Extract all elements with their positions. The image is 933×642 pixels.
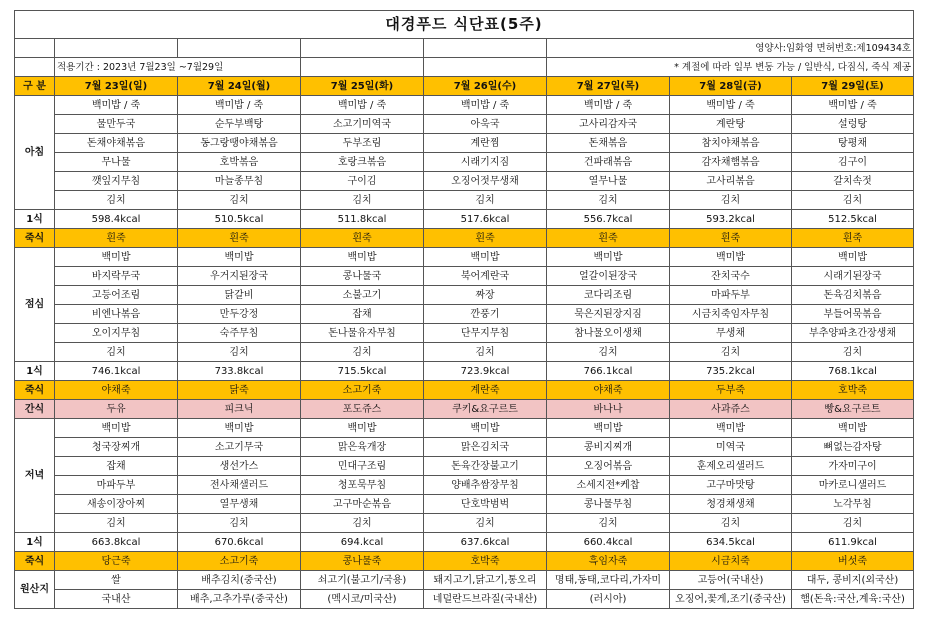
menu-cell: 양배추쌈장무침 bbox=[424, 476, 547, 495]
porridge-cell: 흰죽 bbox=[547, 229, 670, 248]
menu-cell: 콩비지찌개 bbox=[547, 438, 670, 457]
menu-cell: 고구마순볶음 bbox=[301, 495, 424, 514]
menu-cell: 설렁탕 bbox=[792, 115, 914, 134]
origin-label: 원산지 bbox=[15, 571, 55, 609]
snack-label: 간식 bbox=[15, 400, 55, 419]
menu-cell: 김치 bbox=[55, 191, 178, 210]
dinner-row bbox=[15, 495, 914, 514]
dinner-porridge-row bbox=[15, 552, 914, 571]
header-day: 7월 25일(화) bbox=[301, 77, 424, 96]
menu-cell: 호박볶음 bbox=[178, 153, 301, 172]
header-day: 7월 29일(토) bbox=[792, 77, 914, 96]
kcal-cell: 733.8kcal bbox=[178, 362, 301, 381]
menu-cell: 마파두부 bbox=[55, 476, 178, 495]
menu-cell: 고사리감자국 bbox=[547, 115, 670, 134]
lunch-porridge-row bbox=[15, 381, 914, 400]
menu-cell: 맑은김치국 bbox=[424, 438, 547, 457]
menu-cell: 무나물 bbox=[55, 153, 178, 172]
menu-cell: 김치 bbox=[55, 514, 178, 533]
menu-cell: 깐풍기 bbox=[424, 305, 547, 324]
lunch-kcal-row bbox=[15, 362, 914, 381]
origin-cell: 네덜란드브라질(국내산) bbox=[424, 590, 547, 609]
kcal-cell: 611.9kcal bbox=[792, 533, 914, 552]
origin-cell: 배추,고추가루(중국산) bbox=[178, 590, 301, 609]
dinner-kcal-row bbox=[15, 533, 914, 552]
menu-table bbox=[14, 10, 914, 609]
menu-cell: 백미밥 bbox=[55, 248, 178, 267]
kcal-label: 1식 bbox=[15, 362, 55, 381]
menu-cell: 참치야채볶음 bbox=[670, 134, 792, 153]
menu-cell: 백미밥 bbox=[670, 248, 792, 267]
kcal-cell: 510.5kcal bbox=[178, 210, 301, 229]
menu-cell: 노각무침 bbox=[792, 495, 914, 514]
menu-cell: 고구마맛탕 bbox=[670, 476, 792, 495]
nutritionist-info: 영양사:임화영 면허번호:제109434호 bbox=[547, 39, 914, 58]
menu-cell: 건파래볶음 bbox=[547, 153, 670, 172]
menu-cell: 소세지전*케찹 bbox=[547, 476, 670, 495]
menu-cell: 시금치죽임자무침 bbox=[670, 305, 792, 324]
menu-cell: 고등어조림 bbox=[55, 286, 178, 305]
porridge-cell: 흰죽 bbox=[424, 229, 547, 248]
kcal-cell: 556.7kcal bbox=[547, 210, 670, 229]
porridge-cell: 버섯죽 bbox=[792, 552, 914, 571]
menu-cell: 코다리조림 bbox=[547, 286, 670, 305]
menu-cell: 김치 bbox=[547, 191, 670, 210]
header-row bbox=[15, 77, 914, 96]
lunch-row bbox=[15, 248, 914, 267]
menu-cell: 아욱국 bbox=[424, 115, 547, 134]
menu-cell: 마카로니샐러드 bbox=[792, 476, 914, 495]
porridge-cell: 계란죽 bbox=[424, 381, 547, 400]
menu-cell: 북어계란국 bbox=[424, 267, 547, 286]
origin-cell: 햄(돈육:국산,계육:국산) bbox=[792, 590, 914, 609]
kcal-cell: 634.5kcal bbox=[670, 533, 792, 552]
menu-cell: 미역국 bbox=[670, 438, 792, 457]
porridge-label: 죽식 bbox=[15, 552, 55, 571]
porridge-cell: 야채죽 bbox=[547, 381, 670, 400]
kcal-cell: 517.6kcal bbox=[424, 210, 547, 229]
breakfast-porridge-row bbox=[15, 229, 914, 248]
menu-sheet bbox=[14, 10, 913, 609]
menu-cell: 백미밥 / 죽 bbox=[178, 96, 301, 115]
porridge-cell: 닭죽 bbox=[178, 381, 301, 400]
menu-cell: 김치 bbox=[424, 514, 547, 533]
menu-cell: 백미밥 / 죽 bbox=[547, 96, 670, 115]
menu-cell: 백미밥 / 죽 bbox=[670, 96, 792, 115]
dinner-row bbox=[15, 514, 914, 533]
kcal-cell: 670.6kcal bbox=[178, 533, 301, 552]
menu-cell: 김치 bbox=[178, 514, 301, 533]
kcal-label: 1식 bbox=[15, 533, 55, 552]
kcal-cell: 663.8kcal bbox=[55, 533, 178, 552]
origin-cell: 돼지고기,닭고기,통오리 bbox=[424, 571, 547, 590]
snack-cell: 포도쥬스 bbox=[301, 400, 424, 419]
menu-cell: 돈육간장불고기 bbox=[424, 457, 547, 476]
header-label: 구 분 bbox=[15, 77, 55, 96]
snack-cell: 사과쥬스 bbox=[670, 400, 792, 419]
menu-cell: 얼갈이된장국 bbox=[547, 267, 670, 286]
porridge-cell: 흰죽 bbox=[178, 229, 301, 248]
kcal-cell: 723.9kcal bbox=[424, 362, 547, 381]
menu-cell: 구이김 bbox=[301, 172, 424, 191]
dinner-row bbox=[15, 476, 914, 495]
menu-cell: 김치 bbox=[670, 191, 792, 210]
menu-cell: 닭갈비 bbox=[178, 286, 301, 305]
kcal-label: 1식 bbox=[15, 210, 55, 229]
snack-cell: 두유 bbox=[55, 400, 178, 419]
lunch-row bbox=[15, 267, 914, 286]
menu-cell: 백미밥 bbox=[55, 419, 178, 438]
porridge-cell: 호박죽 bbox=[792, 381, 914, 400]
snack-cell: 바나나 bbox=[547, 400, 670, 419]
menu-cell: 탕평채 bbox=[792, 134, 914, 153]
menu-cell: 오징어볶음 bbox=[547, 457, 670, 476]
menu-cell: 호랑크볶음 bbox=[301, 153, 424, 172]
menu-cell: 훈제오리샐러드 bbox=[670, 457, 792, 476]
menu-cell: 비엔나볶음 bbox=[55, 305, 178, 324]
header-day: 7월 28일(금) bbox=[670, 77, 792, 96]
menu-cell: 김치 bbox=[792, 343, 914, 362]
menu-cell: 부추양파초간장생채 bbox=[792, 324, 914, 343]
kcal-cell: 598.4kcal bbox=[55, 210, 178, 229]
kcal-cell: 593.2kcal bbox=[670, 210, 792, 229]
origin-cell: 쇠고기(불고기/국용) bbox=[301, 571, 424, 590]
header-day: 7월 27일(목) bbox=[547, 77, 670, 96]
menu-cell: 고사리볶음 bbox=[670, 172, 792, 191]
menu-cell: 백미밥 / 죽 bbox=[792, 96, 914, 115]
origin-cell: 대두, 콩비지(외국산) bbox=[792, 571, 914, 590]
menu-cell: 백미밥 bbox=[178, 248, 301, 267]
breakfast-row bbox=[15, 134, 914, 153]
menu-cell: 김치 bbox=[670, 343, 792, 362]
porridge-cell: 소고기죽 bbox=[301, 381, 424, 400]
menu-cell: 소고기미역국 bbox=[301, 115, 424, 134]
menu-cell: 백미밥 / 죽 bbox=[55, 96, 178, 115]
breakfast-row bbox=[15, 191, 914, 210]
breakfast-kcal-row bbox=[15, 210, 914, 229]
porridge-cell: 흑임자죽 bbox=[547, 552, 670, 571]
menu-cell: 잡채 bbox=[301, 305, 424, 324]
menu-cell: 콩나물무침 bbox=[547, 495, 670, 514]
menu-cell: 새송이장아찌 bbox=[55, 495, 178, 514]
menu-cell: 가자미구이 bbox=[792, 457, 914, 476]
menu-cell: 김치 bbox=[547, 343, 670, 362]
kcal-cell: 735.2kcal bbox=[670, 362, 792, 381]
porridge-cell: 흰죽 bbox=[55, 229, 178, 248]
menu-cell: 마파두부 bbox=[670, 286, 792, 305]
menu-cell: 백미밥 bbox=[547, 248, 670, 267]
kcal-cell: 768.1kcal bbox=[792, 362, 914, 381]
menu-cell: 오이지무침 bbox=[55, 324, 178, 343]
header-day: 7월 26일(수) bbox=[424, 77, 547, 96]
origin-cell: 국내산 bbox=[55, 590, 178, 609]
menu-cell: 백미밥 / 죽 bbox=[424, 96, 547, 115]
dinner-label: 저녁 bbox=[15, 419, 55, 533]
porridge-cell: 소고기죽 bbox=[178, 552, 301, 571]
dinner-row bbox=[15, 457, 914, 476]
breakfast-row bbox=[15, 153, 914, 172]
menu-cell: 백미밥 bbox=[792, 419, 914, 438]
menu-cell: 전사채샐러드 bbox=[178, 476, 301, 495]
menu-cell: 바지락무국 bbox=[55, 267, 178, 286]
menu-cell: 소불고기 bbox=[301, 286, 424, 305]
menu-cell: 백미밥 bbox=[792, 248, 914, 267]
dinner-row bbox=[15, 438, 914, 457]
kcal-cell: 746.1kcal bbox=[55, 362, 178, 381]
menu-cell: 김치 bbox=[301, 343, 424, 362]
menu-cell: 청국장찌개 bbox=[55, 438, 178, 457]
menu-cell: 숙주무침 bbox=[178, 324, 301, 343]
menu-cell: 백미밥 / 죽 bbox=[301, 96, 424, 115]
menu-cell: 계란탕 bbox=[670, 115, 792, 134]
menu-cell: 오징어젓무생채 bbox=[424, 172, 547, 191]
menu-cell: 묵은지된장지짐 bbox=[547, 305, 670, 324]
menu-cell: 김치 bbox=[670, 514, 792, 533]
origin-cell: 배추김치(중국산) bbox=[178, 571, 301, 590]
header-day: 7월 24일(월) bbox=[178, 77, 301, 96]
menu-cell: 백미밥 bbox=[424, 248, 547, 267]
kcal-cell: 766.1kcal bbox=[547, 362, 670, 381]
origin-cell: 쌀 bbox=[55, 571, 178, 590]
menu-cell: 부들어묵볶음 bbox=[792, 305, 914, 324]
kcal-cell: 637.6kcal bbox=[424, 533, 547, 552]
porridge-cell: 흰죽 bbox=[670, 229, 792, 248]
menu-cell: 김치 bbox=[792, 514, 914, 533]
lunch-row bbox=[15, 286, 914, 305]
kcal-cell: 694.kcal bbox=[301, 533, 424, 552]
snack-cell: 피크닉 bbox=[178, 400, 301, 419]
porridge-label: 죽식 bbox=[15, 229, 55, 248]
menu-cell: 돈채볶음 bbox=[547, 134, 670, 153]
breakfast-row bbox=[15, 115, 914, 134]
menu-cell: 김치 bbox=[55, 343, 178, 362]
origin-row bbox=[15, 590, 914, 609]
origin-cell: 명태,동태,코다리,가자미 bbox=[547, 571, 670, 590]
menu-cell: 물만두국 bbox=[55, 115, 178, 134]
lunch-row bbox=[15, 305, 914, 324]
menu-cell: 김치 bbox=[424, 191, 547, 210]
menu-cell: 김치 bbox=[547, 514, 670, 533]
notice-info: * 계절에 따라 일부 변동 가능 / 일반식, 다짐식, 죽식 제공 bbox=[547, 58, 914, 77]
menu-cell: 민대구조림 bbox=[301, 457, 424, 476]
menu-cell: 생선가스 bbox=[178, 457, 301, 476]
menu-cell: 김치 bbox=[178, 191, 301, 210]
menu-cell: 갈치속젓 bbox=[792, 172, 914, 191]
breakfast-label: 아침 bbox=[15, 96, 55, 210]
breakfast-row bbox=[15, 96, 914, 115]
menu-cell: 순두부백탕 bbox=[178, 115, 301, 134]
menu-cell: 김치 bbox=[301, 514, 424, 533]
menu-cell: 동그랑땡야채볶음 bbox=[178, 134, 301, 153]
porridge-cell: 콩나물죽 bbox=[301, 552, 424, 571]
menu-cell: 돈육김치볶음 bbox=[792, 286, 914, 305]
origin-row bbox=[15, 571, 914, 590]
menu-cell: 김치 bbox=[424, 343, 547, 362]
menu-cell: 잡채 bbox=[55, 457, 178, 476]
menu-cell: 콩나물국 bbox=[301, 267, 424, 286]
lunch-row bbox=[15, 343, 914, 362]
origin-cell: 오징어,꽃게,조기(중국산) bbox=[670, 590, 792, 609]
menu-cell: 뼈없는감자탕 bbox=[792, 438, 914, 457]
kcal-cell: 512.5kcal bbox=[792, 210, 914, 229]
origin-cell: (멕시코/미국산) bbox=[301, 590, 424, 609]
porridge-cell: 당근죽 bbox=[55, 552, 178, 571]
menu-cell: 청경채생채 bbox=[670, 495, 792, 514]
menu-cell: 만두강정 bbox=[178, 305, 301, 324]
menu-cell: 돈나물유자무침 bbox=[301, 324, 424, 343]
kcal-cell: 660.4kcal bbox=[547, 533, 670, 552]
menu-cell: 계란찜 bbox=[424, 134, 547, 153]
origin-cell: 고등어(국내산) bbox=[670, 571, 792, 590]
menu-cell: 백미밥 bbox=[178, 419, 301, 438]
menu-cell: 감자채햄볶음 bbox=[670, 153, 792, 172]
snack-cell: 쿠키&요구르트 bbox=[424, 400, 547, 419]
dinner-row bbox=[15, 419, 914, 438]
menu-cell: 백미밥 bbox=[670, 419, 792, 438]
menu-cell: 김치 bbox=[301, 191, 424, 210]
origin-cell: (러시아) bbox=[547, 590, 670, 609]
header-day: 7월 23일(일) bbox=[55, 77, 178, 96]
lunch-label: 점심 bbox=[15, 248, 55, 362]
porridge-cell: 두부죽 bbox=[670, 381, 792, 400]
kcal-cell: 715.5kcal bbox=[301, 362, 424, 381]
menu-cell: 김구이 bbox=[792, 153, 914, 172]
menu-cell: 두부조림 bbox=[301, 134, 424, 153]
porridge-cell: 흰죽 bbox=[792, 229, 914, 248]
menu-cell: 단호박범벅 bbox=[424, 495, 547, 514]
porridge-cell: 흰죽 bbox=[301, 229, 424, 248]
porridge-cell: 시금치죽 bbox=[670, 552, 792, 571]
menu-cell: 백미밥 bbox=[547, 419, 670, 438]
menu-cell: 청포묵무침 bbox=[301, 476, 424, 495]
porridge-cell: 야채죽 bbox=[55, 381, 178, 400]
porridge-cell: 호박죽 bbox=[424, 552, 547, 571]
menu-cell: 열무생채 bbox=[178, 495, 301, 514]
kcal-cell: 511.8kcal bbox=[301, 210, 424, 229]
menu-cell: 시래기된장국 bbox=[792, 267, 914, 286]
menu-cell: 소고기무국 bbox=[178, 438, 301, 457]
menu-cell: 참나물오이생채 bbox=[547, 324, 670, 343]
menu-cell: 돈채야채볶음 bbox=[55, 134, 178, 153]
menu-cell: 맑은육개장 bbox=[301, 438, 424, 457]
menu-cell: 잔치국수 bbox=[670, 267, 792, 286]
menu-cell: 백미밥 bbox=[301, 419, 424, 438]
menu-cell: 김치 bbox=[792, 191, 914, 210]
menu-cell: 백미밥 bbox=[301, 248, 424, 267]
menu-cell: 마늘종무침 bbox=[178, 172, 301, 191]
menu-cell: 짜장 bbox=[424, 286, 547, 305]
menu-cell: 시래기지짐 bbox=[424, 153, 547, 172]
menu-cell: 무생채 bbox=[670, 324, 792, 343]
page-title: 대경푸드 식단표(5주) bbox=[15, 11, 914, 39]
porridge-label: 죽식 bbox=[15, 381, 55, 400]
menu-cell: 열무나물 bbox=[547, 172, 670, 191]
menu-cell: 백미밥 bbox=[424, 419, 547, 438]
menu-cell: 깻잎지무침 bbox=[55, 172, 178, 191]
snack-row bbox=[15, 400, 914, 419]
menu-cell: 김치 bbox=[178, 343, 301, 362]
menu-cell: 우거지된장국 bbox=[178, 267, 301, 286]
snack-cell: 빵&요구르트 bbox=[792, 400, 914, 419]
menu-cell: 단무지무침 bbox=[424, 324, 547, 343]
lunch-row bbox=[15, 324, 914, 343]
period-info: 적용기간 : 2023년 7월23일 ~7월29일 bbox=[55, 58, 301, 77]
breakfast-row bbox=[15, 172, 914, 191]
